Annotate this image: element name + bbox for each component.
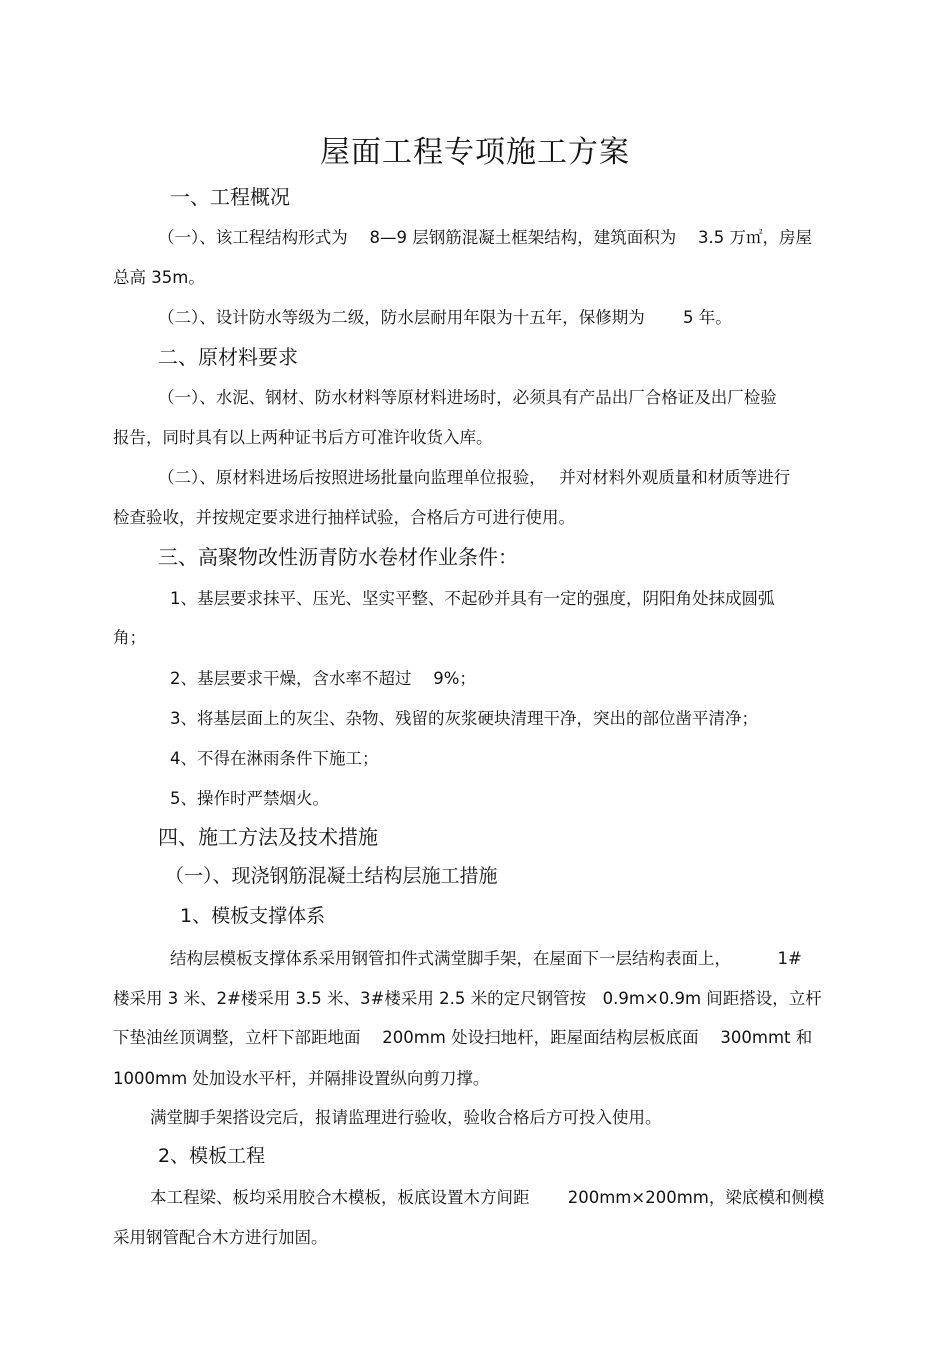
paragraph-line: 满堂脚手架搭设完后，报请监理进行验收，验收合格后方可投入使用。 (150, 1108, 662, 1127)
paragraph-line: 5、操作时严禁烟火。 (170, 789, 329, 808)
paragraph-line: 1、基层要求抹平、压光、坚实平整、不起砂并具有一定的强度，阴阳角处抹成圆弧 (170, 589, 775, 608)
paragraph-line: 下垫油丝顶调整，立杆下部距地面 200mm 处设扫地杆，距屋面结构层板底面 300mmt 和 (113, 1028, 813, 1047)
paragraph-line: 检查验收，并按规定要求进行抽样试验，合格后方可进行使用。 (113, 508, 575, 527)
paragraph-line: 1000mm 处加设水平杆，并隔排设置纵向剪刀撑。 (113, 1069, 490, 1088)
section-heading-4: 四、施工方法及技术措施 (158, 825, 378, 849)
section-heading-1: 一、工程概况 (170, 185, 290, 209)
paragraph-line: 4、不得在淋雨条件下施工； (170, 749, 379, 768)
paragraph-line: 角； (113, 628, 146, 647)
paragraph-line: 结构层模板支撑体系采用钢管扣件式满堂脚手架，在屋面下一层结构表面上， 1# (170, 949, 802, 968)
paragraph-line: 2、基层要求干燥，含水率不超过 9%； (170, 669, 476, 688)
paragraph-line: 采用钢管配合木方进行加固。 (113, 1228, 328, 1247)
paragraph-line: （一）、该工程结构形式为 8—9 层钢筋混凝土框架结构，建筑面积为 3.5 万㎡，房屋 (158, 228, 812, 247)
page-title: 屋面工程专项施工方案 (320, 135, 630, 170)
subsection-heading: 1、模板支撑体系 (180, 905, 326, 927)
section-heading-3: 三、高聚物改性沥青防水卷材作业条件： (158, 545, 518, 569)
paragraph-line: 总高 35m。 (113, 268, 205, 287)
paragraph-line: 楼采用 3 米、2#楼采用 3.5 米、3#楼采用 2.5 米的定尺钢管按 0.9m×0.9m 间距搭设，立杆 (113, 989, 822, 1008)
subsection-heading: （一）、现浇钢筋混凝土结构层施工措施 (165, 865, 498, 887)
paragraph-line: 本工程梁、板均采用胶合木模板，板底设置木方间距 200mm×200mm，梁底模和侧模 (150, 1188, 825, 1207)
section-heading-2: 二、原材料要求 (158, 345, 298, 369)
paragraph-line: 报告，同时具有以上两种证书后方可准许收货入库。 (113, 428, 493, 447)
paragraph-line: （二）、原材料进场后按照进场批量向监理单位报验， 并对材料外观质量和材质等进行 (158, 468, 791, 487)
subsection-heading: 2、模板工程 (158, 1145, 266, 1167)
paragraph-line: 3、将基层面上的灰尘、杂物、残留的灰浆硬块清理干净，突出的部位凿平清净； (170, 709, 758, 728)
paragraph-line: （一）、水泥、钢材、防水材料等原材料进场时，必须具有产品出厂合格证及出厂检验 (158, 388, 777, 407)
paragraph-line: （二）、设计防水等级为二级，防水层耐用年限为十五年，保修期为 5 年。 (158, 308, 732, 327)
